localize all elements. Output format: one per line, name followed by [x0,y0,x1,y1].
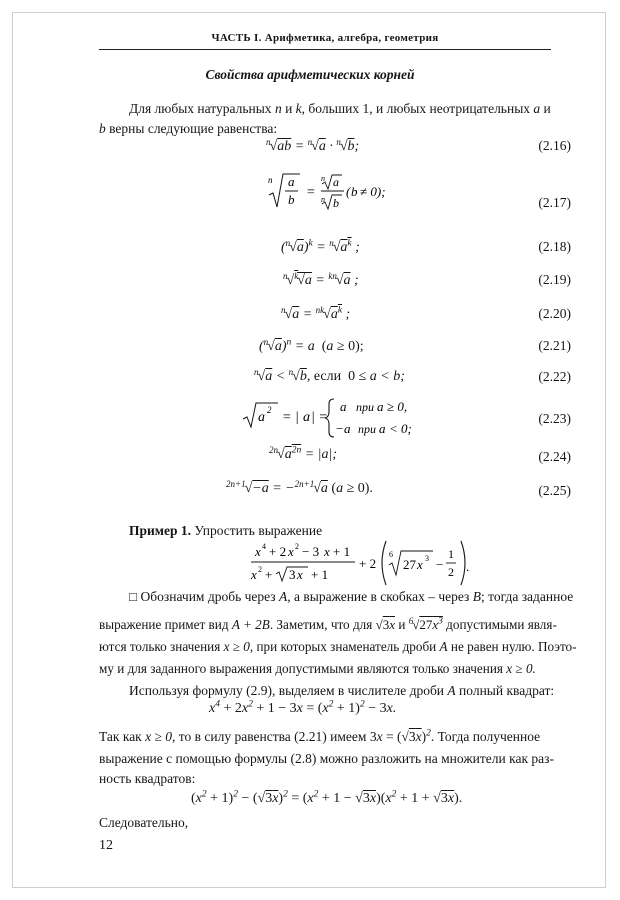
intro-text: и [281,101,296,116]
solution-text: ются только значения [99,639,221,654]
page-number: 12 [99,838,113,853]
var-B: B [472,589,482,604]
example-expression [243,539,473,594]
svg-text:−: − [335,421,344,436]
equation-2-17 [266,171,406,218]
svg-text:a: a [333,175,339,189]
equation-2-16: $^n$√ab = $^n$√a · $^n$√b; [266,137,360,154]
svg-text:4: 4 [262,542,266,551]
var-A: A [439,639,448,654]
solution-text: Так как [99,729,142,744]
equation-number: (2.16) [538,138,571,153]
svg-text:2: 2 [258,565,262,574]
svg-text:27: 27 [403,557,416,572]
equation-2-23-svg [242,395,442,441]
solution-text: не равен нулю. Поэто- [450,639,577,654]
solution-line-6: Так как x ≥ 0, то в силу равенства (2.21) имеем $3x = (√3x)^2$. Тогда полученное [99,728,541,744]
equation-number: (2.18) [538,239,571,254]
var-A: A [279,589,288,604]
svg-text:+ 2: + 2 [269,544,287,559]
example-task: Упростить выражение [194,523,323,538]
equation-number: (2.23) [538,411,571,426]
solution-line-2: выражение примет вид A + 2B. Заметим, что для √3x и $^6√27x^3$ допустимыми явля- [99,616,557,632]
running-header: ЧАСТЬ I. Арифметика, алгебра, геометрия [99,27,551,50]
svg-text:x: x [251,567,257,582]
svg-text:b: b [351,184,358,199]
intro-text: и [540,101,551,116]
svg-text:n: n [321,195,325,204]
svg-text:a: a [379,421,386,436]
condition-x-ge-0: x ≥ 0 [223,639,250,654]
intro-paragraph [99,99,551,139]
svg-text:1: 1 [448,547,454,561]
svg-text:+ 1: + 1 [311,567,329,582]
intro-var-a: a [533,101,541,116]
solution-text: , а выражение в скобках – через [287,589,473,604]
equation-number: (2.24) [538,449,571,464]
section-title: Свойства арифметических корней [205,67,415,82]
svg-text:=: = [306,185,316,200]
equation-2-19: $^n$√$^k$√a = $^{kn}$√a ; [283,271,359,288]
example-expression-svg [243,539,473,589]
svg-text:≥ 0,: ≥ 0, [387,399,408,414]
svg-text:x: x [417,557,423,572]
solution-text: Используя формулу (2.9), выделяем в числителе дроби [129,683,445,698]
solution-text: то в силу равенства (2.21) имеем [178,729,367,744]
svg-text:3: 3 [289,567,296,582]
equation-2-17-svg [266,171,406,213]
svg-text:−: − [436,557,444,572]
solution-text: му и для заданного выражения допустимыми являются только значения [99,661,503,676]
svg-text:(: ( [346,184,351,199]
svg-text:| =: | = [311,410,328,425]
intro-text: Для любых натуральных [129,101,275,116]
var-A: A [447,683,456,698]
condition-x-ge-0: x ≥ 0, [145,729,176,744]
intro-var-n: n [274,101,282,116]
intro-var-b: b [99,121,106,136]
example-label: Пример 1. [129,523,191,538]
solution-line-4 [99,659,559,679]
expr-A-plus-2B: A + 2B [231,617,270,632]
solution-text: . Заметим, что для [269,617,373,632]
solution-text: □ Обозначим дробь через [129,589,280,604]
equation-2-22: $^n$√a < $^n$√b, если 0 ≤ a < b; [254,367,405,384]
condition-x-ge-0: x ≥ 0. [506,661,536,676]
equation-number: (2.25) [538,483,571,498]
solution-line-9: Следовательно, [99,815,189,830]
equation-number: (2.20) [538,306,571,321]
equation-difference-of-squares: $(x^2 + 1)^2 - (√3x)^2 = (x^2 + 1 - √3x)(x^2 + 1 + √3x)$. [191,789,463,806]
equation-2-21: $(^n√a)^n = a$ (a ≥ 0); [259,337,364,354]
svg-text:b: b [333,196,339,210]
svg-text:a: a [288,174,295,189]
equation-2-22-text: если [313,369,342,384]
equation-number: (2.21) [538,338,571,353]
svg-text:x: x [297,567,303,582]
solution-line-3 [99,637,577,657]
intro-var-k: k [295,101,302,116]
svg-text:b: b [288,192,295,207]
equation-number: (2.17) [538,195,571,210]
svg-text:x: x [288,544,294,559]
equation-2-18: $(^n√a)^k = ^n√a^k$ ; [281,238,360,255]
solution-text: полный квадрат: [459,683,555,698]
equation-2-24: $^{2n}√a^{2n} = |a|$; [269,445,337,462]
equation-number: (2.22) [538,369,571,384]
solution-text: выражение примет вид [99,617,232,632]
svg-text:a: a [303,410,310,425]
svg-text:a: a [258,410,265,425]
svg-text:< 0;: < 0; [389,421,412,436]
svg-text:n: n [268,175,273,185]
equation-2-20: $^n√a = ^{nk}√a^k$ ; [281,305,351,322]
svg-text:a: a [344,421,351,436]
intro-text: , больших 1, и любых неотрицательных [301,101,534,116]
svg-text:+ 1: + 1 [333,544,351,559]
solution-text: и [398,617,406,632]
solution-text: , при которых знаменатель дроби [249,639,437,654]
svg-text:6: 6 [389,550,393,559]
intro-text: верны следующие равенства: [105,121,278,136]
solution-line-8: ность квадратов: [99,771,196,786]
svg-text:2: 2 [448,565,454,579]
example-heading [129,521,549,541]
equation-number: (2.19) [538,272,571,287]
equation-2-25: $^{2n+1}$√−a = −$^{2n+1}$√a (a ≥ 0). [226,479,373,496]
case1-word: при [356,400,374,414]
svg-text:a: a [377,399,384,414]
solution-text: Тогда полученное [437,729,541,744]
solution-line-7: выражение с помощью формулы (2.8) можно разложить на множители как раз- [99,751,554,766]
solution-text: допустимыми явля- [446,617,557,632]
book-page [12,12,606,888]
equation-square-completion: $x^4 + 2x^2 + 1 - 3x = (x^2 + 1)^2 - 3x$. [209,699,397,716]
svg-text:+: + [265,567,273,582]
svg-text:≠ 0);: ≠ 0); [360,184,386,199]
svg-text:x: x [324,544,330,559]
svg-text:2: 2 [267,405,272,415]
solution-line-1 [129,587,574,607]
svg-text:x: x [255,544,261,559]
svg-text:n: n [321,174,325,183]
svg-text:2: 2 [295,542,299,551]
svg-text:.: . [466,559,470,574]
svg-text:+ 2: + 2 [359,556,377,571]
equation-2-23 [242,395,442,446]
solution-line-5 [129,681,559,701]
svg-text:− 3: − 3 [302,544,320,559]
solution-text: ; тогда заданное [481,589,574,604]
svg-text:3: 3 [425,554,429,563]
svg-text:= |: = | [282,410,299,425]
case2-word: при [358,422,376,436]
svg-text:a: a [340,399,347,414]
